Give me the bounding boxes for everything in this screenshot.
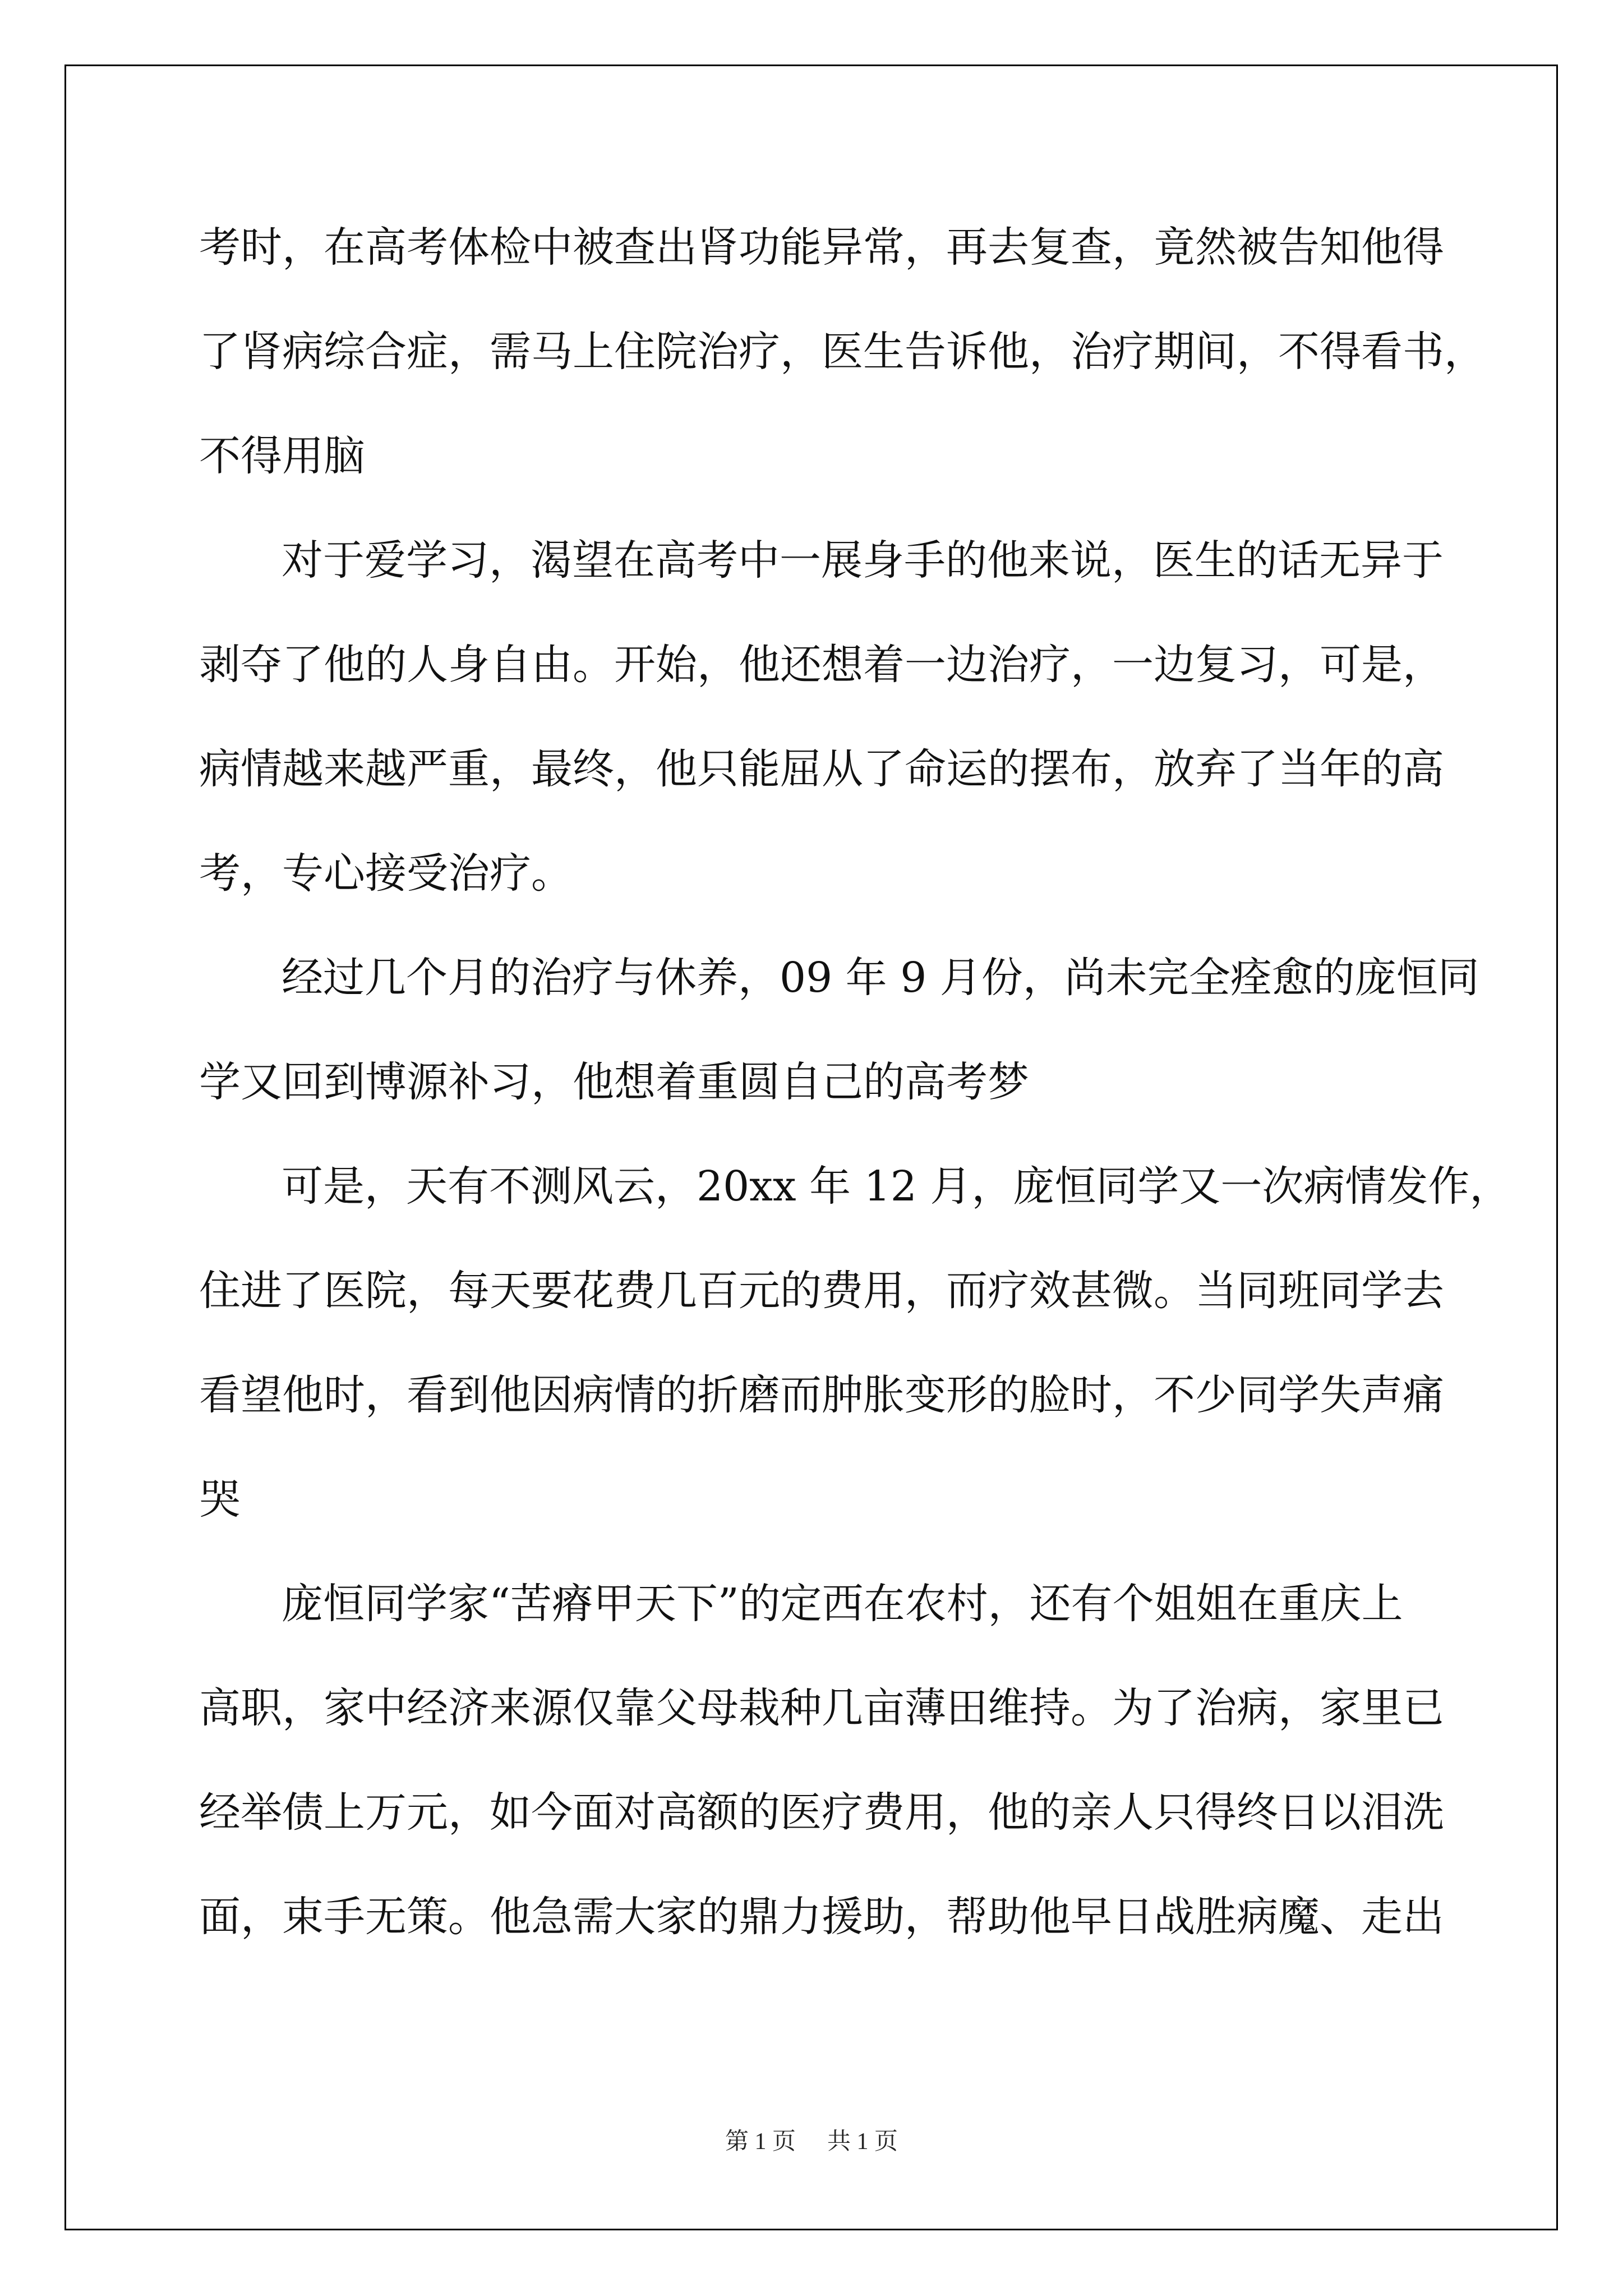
paragraph-first-line: 对于爱学习，渴望在高考中一展身手的他来说，医生的话无异于 [282, 536, 1444, 585]
page-footer [0, 2126, 1623, 2157]
body-line: 考，专心接受治疗。 [199, 849, 573, 898]
paragraph-first-line: 经过几个月的治疗与休养，09 年 9 月份，尚未完全痊愈的庞恒同 [282, 954, 1479, 1002]
paragraph-first-line: 庞恒同学家“苦瘠甲天下”的定西在农村，还有个姐姐在重庆上 [282, 1580, 1403, 1628]
body-line: 面，束手无策。他急需大家的鼎力援助，帮助他早日战胜病魔、走出 [199, 1893, 1444, 1941]
body-line: 高职，家中经济来源仅靠父母栽种几亩薄田维持。为了治病，家里已 [199, 1684, 1444, 1732]
body-line: 住进了医院，每天要花费几百元的费用，而疗效甚微。当同班同学去 [199, 1267, 1444, 1315]
body-line: 病情越来越严重，最终，他只能屈从了命运的摆布，放弃了当年的高 [199, 745, 1444, 793]
body-line: 哭 [199, 1475, 241, 1524]
paragraph-first-line: 可是，天有不测风云，20xx 年 12 月，庞恒同学又一次病情发作， [282, 1162, 1511, 1211]
page-number-total: 共 1 页 [827, 2129, 898, 2155]
body-line: 剥夺了他的人身自由。开始，他还想着一边治疗，一边复习，可是， [199, 641, 1444, 689]
body-line: 不得用脑 [199, 432, 365, 480]
body-line: 经举债上万元，如今面对高额的医疗费用，他的亲人只得终日以泪洗 [199, 1788, 1444, 1837]
body-line: 考时，在高考体检中被查出肾功能异常，再去复查，竟然被告知他得 [199, 223, 1444, 272]
page-number-current: 第 1 页 [725, 2129, 796, 2155]
body-line: 学又回到博源补习，他想着重圆自己的高考梦 [199, 1058, 1029, 1106]
body-line: 了肾病综合症，需马上住院治疗，医生告诉他，治疗期间，不得看书， [199, 328, 1486, 376]
body-line: 看望他时，看到他因病情的折磨而肿胀变形的脸时，不少同学失声痛 [199, 1371, 1444, 1419]
